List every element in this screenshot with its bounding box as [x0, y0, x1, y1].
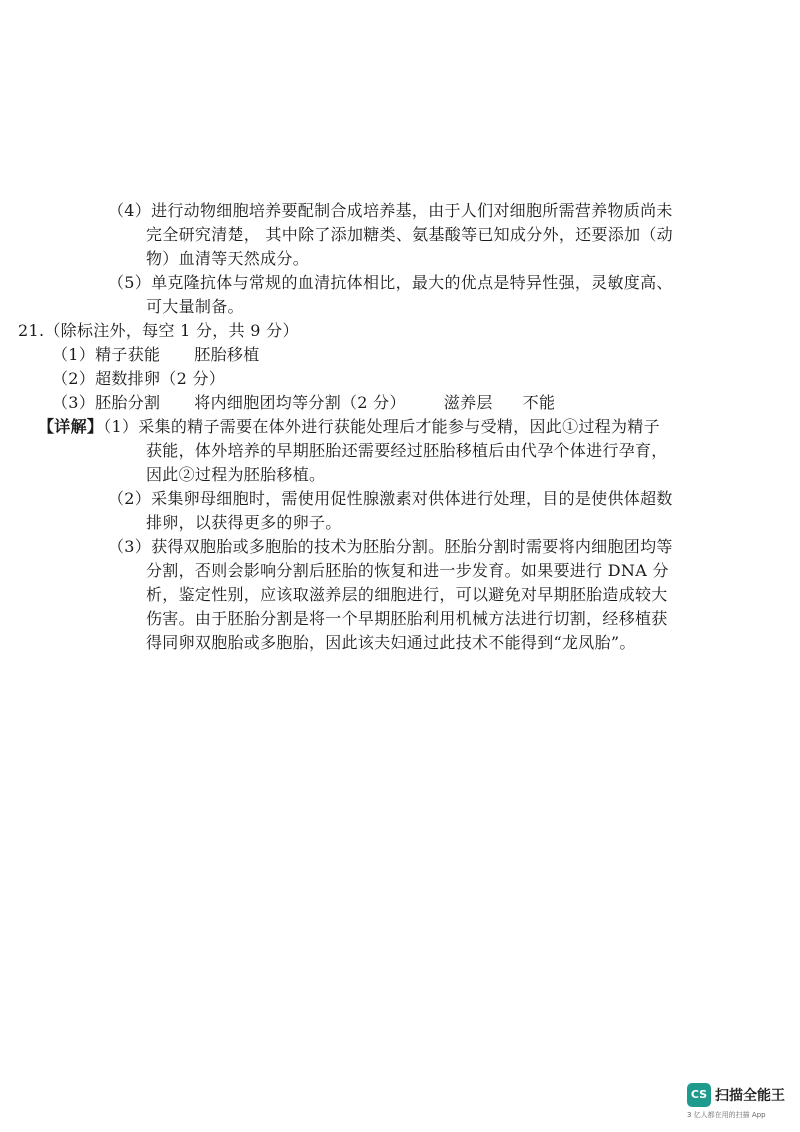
camscanner-logo-icon: CS — [687, 1083, 711, 1107]
q20-item5-line2: 可大量制备。 — [146, 297, 244, 316]
answer-3c: 滋养层 — [443, 393, 493, 412]
q21-answer-1 — [52, 344, 260, 366]
answer-1a: 精子获能 — [95, 345, 161, 364]
answer-number: （1） — [52, 345, 96, 364]
detail-p3-line4: 伤害。由于胚胎分割是将一个早期胚胎利用机械方法进行切割，经移植获 — [146, 609, 668, 628]
detail-p1-text: （1）采集的精子需要在体外进行获能处理后才能参与受精，因此①过程为精子 — [103, 417, 660, 436]
q20-item5-line1: （5）单克隆抗体与常规的血清抗体相比，最大的优点是特异性强，灵敏度高、 — [108, 273, 673, 292]
q21-heading: 21.（除标注外，每空 1 分，共 9 分） — [18, 321, 299, 340]
answer-1b: 胚胎移植 — [194, 345, 260, 364]
detail-tag: 【详解】 — [38, 417, 104, 436]
q21-answer-3 — [52, 392, 555, 414]
answer-3d: 不能 — [522, 393, 556, 412]
detail-p1-line2: 获能，体外培养的早期胚胎还需要经过胚胎移植后由代孕个体进行孕育， — [146, 441, 668, 460]
q20-item4-line1: （4）进行动物细胞培养要配制合成培养基，由于人们对细胞所需营养物质尚未 — [108, 201, 673, 220]
detail-p3-line2: 分割，否则会影响分割后胚胎的恢复和进一步发育。如果要进行 DNA 分 — [146, 561, 669, 580]
answer-number: （3） — [52, 393, 96, 412]
detail-p1-line1 — [38, 416, 660, 438]
q20-item4-line2: 完全研究清楚， 其中除了添加糖类、氨基酸等已知成分外，还要添加（动 — [146, 225, 673, 244]
detail-p2-line2: 排卵，以获得更多的卵子。 — [146, 513, 342, 532]
answer-3b: 将内细胞团均等分割（2 分） — [194, 393, 406, 412]
watermark-name: 扫描全能王 — [715, 1088, 785, 1104]
scanner-watermark — [687, 1083, 789, 1121]
q20-item4-line3: 物）血清等天然成分。 — [146, 249, 310, 268]
answer-3a: 胚胎分割 — [95, 393, 161, 412]
detail-p3-line3: 析，鉴定性别，应该取滋养层的细胞进行，可以避免对早期胚胎造成较大 — [146, 585, 668, 604]
detail-p3-line1: （3）获得双胞胎或多胞胎的技术为胚胎分割。胚胎分割时需要将内细胞团均等 — [108, 537, 673, 556]
detail-p3-line5: 得同卵双胞胎或多胞胎，因此该夫妇通过此技术不能得到“龙凤胎”。 — [146, 633, 636, 652]
detail-p2-line1: （2）采集卵母细胞时，需使用促性腺激素对供体进行处理，目的是使供体超数 — [108, 489, 673, 508]
watermark-tagline: 3 亿人都在用的扫描 App — [687, 1111, 766, 1119]
q21-answer-2: （2）超数排卵（2 分） — [52, 369, 226, 388]
detail-p1-line3: 因此②过程为胚胎移植。 — [146, 465, 326, 484]
